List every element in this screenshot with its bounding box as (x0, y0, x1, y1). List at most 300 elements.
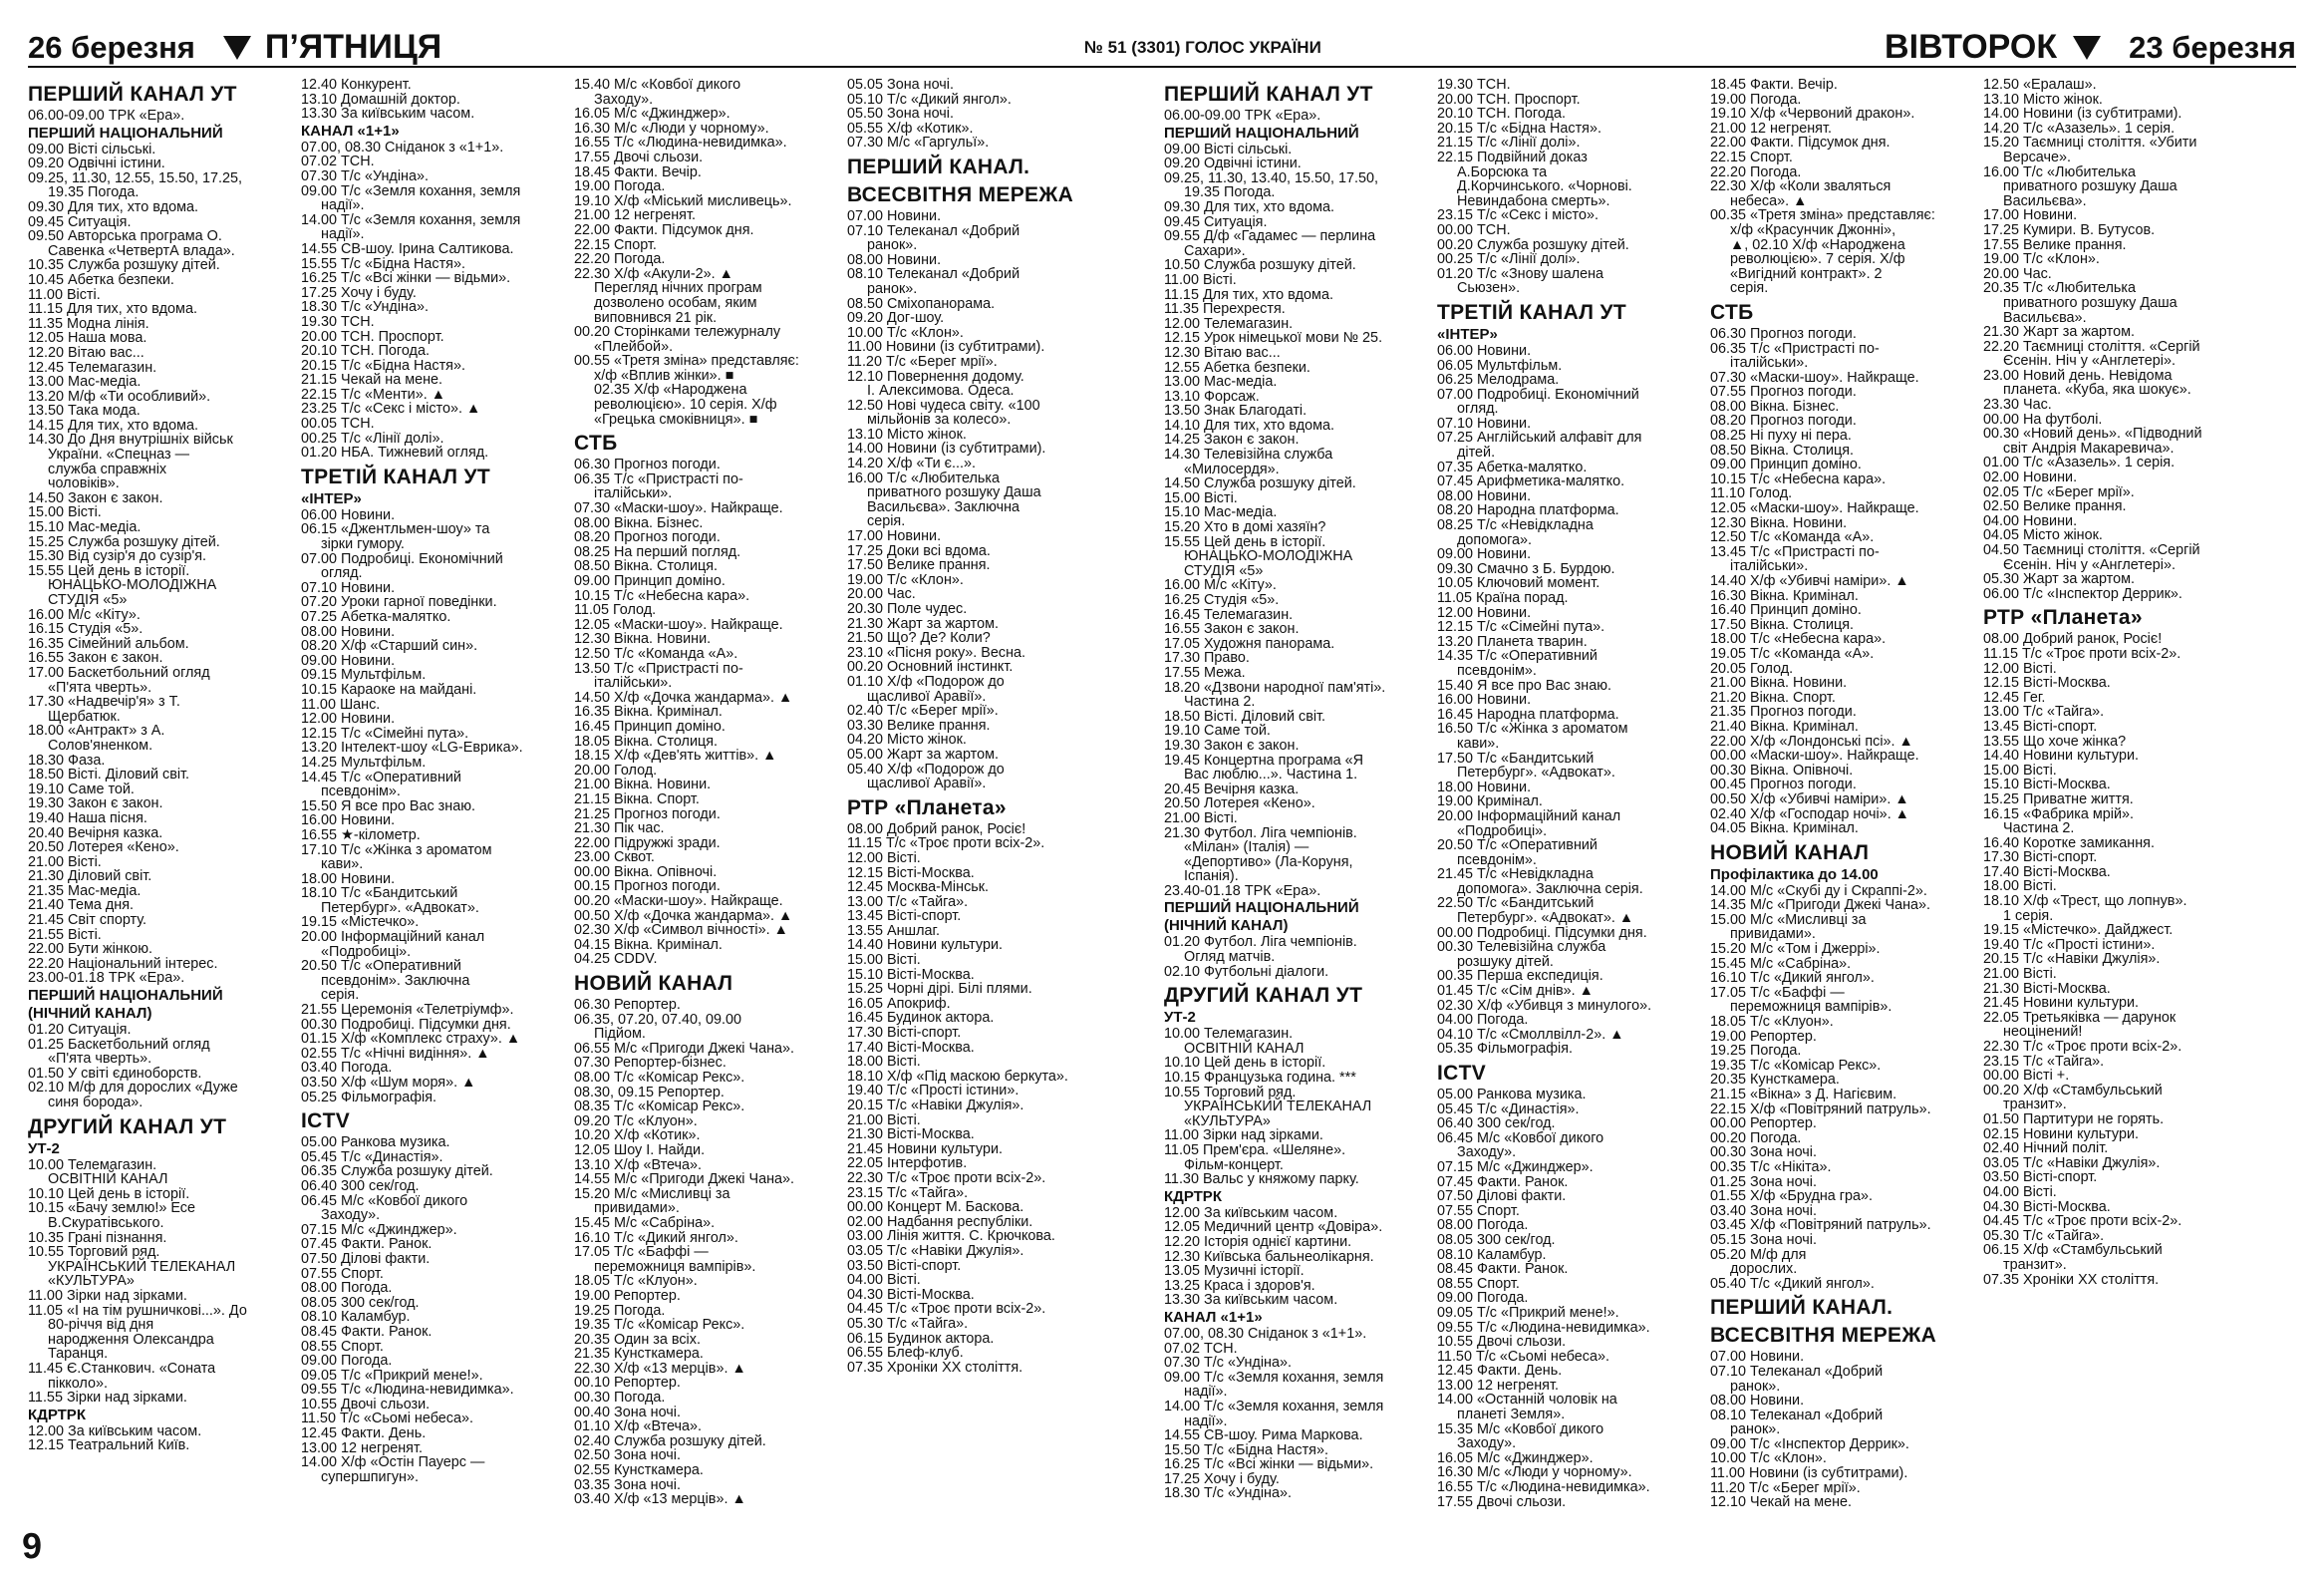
program-line: 03.45 Х/ф «Повітряний патруль». (1710, 1217, 1931, 1234)
program-line: 03.35 Зона ночі. (574, 1476, 681, 1493)
page-header (28, 22, 2296, 68)
channel-subheading: ПЕРШИЙ НАЦІОНАЛЬНИЙ (28, 124, 223, 142)
program-line: 12.05 Шоу І. Найди. (574, 1141, 706, 1158)
program-line: 17.25 Доки всі вдома. (847, 542, 991, 559)
program-line: 19.30 Закон є закон. (28, 795, 163, 812)
program-line: 22.20 Таємниці століття. «Сергій (1983, 338, 2200, 355)
program-line-continued: Заходу». (1457, 1144, 1517, 1161)
program-line: 07.55 Спорт. (301, 1265, 384, 1282)
program-line: 00.05 ТСН. (301, 416, 375, 433)
program-line: 16.25 Студія «5». (1164, 592, 1280, 608)
program-line: 09.05 Т/с «Прикрий мене!». (1437, 1304, 1619, 1321)
program-line: 00.35 Перша експедиція. (1437, 968, 1603, 985)
program-line: 00.20 «Маски-шоу». Найкраще. (574, 893, 783, 910)
program-line-continued: італійськи». (1730, 558, 1809, 575)
program-line: 08.50 Вікна. Столиця. (574, 558, 719, 575)
program-line-continued: переможниця вампірів». (594, 1258, 756, 1275)
program-line: 17.30 Право. (1164, 650, 1250, 667)
program-line-continued: УКРАЇНСЬКИЙ ТЕЛЕКАНАЛ (48, 1258, 236, 1275)
program-line: 06.40 300 сек/год. (301, 1177, 420, 1194)
program-line: 01.15 Х/ф «Комплекс страху». ▲ (301, 1031, 521, 1048)
program-line: 00.00 ТСН. (1437, 221, 1511, 238)
program-line: 01.20 НБА. Тижневий огляд. (301, 445, 489, 462)
program-line: 18.50 Вісті. Діловий світ. (1164, 708, 1326, 725)
program-line: 20.15 Т/с «Навіки Джулія». (1983, 951, 2161, 968)
program-line: 09.50 Авторська програма О. (28, 228, 222, 245)
channel-heading: ВСЕСВІТНЯ МЕРЕЖА (1710, 1324, 1937, 1348)
program-line: 18.45 Факти. Вечір. (1710, 78, 1838, 93)
program-line: 18.30 Фаза. (28, 752, 106, 769)
program-line-continued: приватного розшуку Даша (867, 484, 1041, 501)
program-column (574, 78, 847, 1553)
program-line-continued: Перегляд нічних програм (594, 280, 762, 297)
program-line: 05.45 Т/с «Династія». (1437, 1100, 1580, 1117)
channel-subheading: «ІНТЕР» (301, 489, 362, 507)
program-line: 12.00 Вісті. (1983, 660, 2057, 677)
program-line: 13.50 Така мода. (28, 403, 141, 420)
program-line-continued: Д.Корчинського. «Чорнові. (1457, 178, 1632, 195)
program-line: 11.55 Зірки над зірками. (28, 1390, 187, 1407)
program-line: 11.00 Новини (із субтитрами). (847, 339, 1045, 356)
program-line: 02.10 М/ф для дорослих «Дуже (28, 1080, 238, 1097)
program-column (28, 78, 301, 1553)
program-line: 01.45 Т/с «Сім днів». ▲ (1437, 983, 1594, 1000)
program-line-continued: щасливої Аравії». (867, 776, 987, 792)
program-line: 20.00 Голод. (574, 762, 658, 779)
program-line: 15.10 Мас-медіа. (1164, 504, 1278, 521)
program-line: 12.05 «Маски-шоу». Найкраще. (574, 616, 783, 633)
program-line: 19.45 Концертна програма «Я (1164, 752, 1364, 769)
program-line: 20.15 Т/с «Бідна Настя». (301, 357, 465, 374)
program-line: 00.00 Вісті +. (1983, 1068, 2070, 1085)
program-line: 21.50 Що? Де? Коли? (847, 630, 991, 647)
program-line: 16.35 Вікна. Кримінал. (574, 704, 723, 721)
program-line: 10.00 Телемагазин. (28, 1156, 157, 1173)
program-line: 21.00 Вісті. (1164, 809, 1238, 826)
program-column (1983, 78, 2256, 1553)
program-line: 05.00 Ранкова музика. (1437, 1087, 1587, 1102)
program-line: 05.50 Зона ночі. (847, 106, 954, 123)
program-line: 09.20 Одвічні істини. (1164, 156, 1302, 172)
program-line-continued: кави». (1457, 735, 1500, 752)
program-line: 20.50 Т/с «Оперативний (301, 958, 461, 975)
program-line-continued: італійськи». (594, 485, 673, 502)
program-line: 10.00 Т/с «Клон». (1710, 1450, 1827, 1467)
program-line: 10.10 Цей день в історії. (1164, 1055, 1326, 1072)
program-line: 08.00 Т/с «Комісар Рекс». (574, 1070, 745, 1086)
program-line: 09.30 Для тих, хто вдома. (28, 198, 199, 215)
program-line: 10.00 Т/с «Клон». (847, 324, 964, 341)
program-line: 21.30 Вісті-Москва. (847, 1126, 975, 1143)
program-line-continued: «П'ята чверть». (48, 1051, 152, 1068)
program-line: 11.50 Т/с «Сьомі небеса». (301, 1411, 473, 1427)
program-line: 14.35 М/с «Пригоди Джекі Чана». (1710, 897, 1931, 914)
channel-subheading: ПЕРШИЙ НАЦІОНАЛЬНИЙ (1164, 899, 1359, 917)
program-line: 08.00 Вікна. Бізнес. (1710, 398, 1840, 415)
program-line: 16.55 Закон є закон. (28, 650, 163, 667)
program-line-continued: 1 серія. (2003, 907, 2054, 924)
program-line: 06.05 Мультфільм. (1437, 357, 1563, 374)
program-line: 17.25 Хочу і буду. (1164, 1470, 1280, 1487)
program-line: 01.10 Х/ф «Втеча». (574, 1418, 703, 1435)
left-date: 26 березня (28, 30, 195, 65)
program-line: 17.55 Двочі сльози. (574, 149, 704, 165)
program-line: 16.45 Принцип доміно. (574, 718, 726, 735)
program-line-continued: ОСВІТНІЙ КАНАЛ (1184, 1040, 1305, 1057)
program-line: 12.50 Т/с «Команда «А». (574, 645, 738, 662)
program-line: 06.35 Т/с «Пристрасті по- (574, 471, 743, 487)
channel-subheading: КДРТРК (28, 1406, 86, 1423)
program-line: 21.40 Тема дня. (28, 897, 135, 914)
program-line: 10.55 Двочі сльози. (1437, 1334, 1567, 1351)
program-line-continued: «Милосердя». (1184, 461, 1280, 477)
program-line: 16.00 Новини. (1437, 692, 1532, 709)
program-line: 07.25 Абетка-малятко. (301, 609, 451, 625)
program-line-continued: Огляд матчів. (1184, 949, 1276, 966)
program-line-continued: Версаче». (2003, 149, 2071, 165)
program-line: 11.15 Т/с «Троє проти всіх-2». (1983, 645, 2181, 662)
program-line-continued: Таранця. (48, 1346, 109, 1363)
channel-heading: СТБ (1710, 300, 1754, 324)
program-line: 14.00 Новини (із субтитрами). (1983, 106, 2182, 123)
program-line: 12.05 «Маски-шоу». Найкраще. (1710, 500, 1919, 517)
program-line: 00.50 Х/ф «Убивчі наміри». ▲ (1710, 790, 1909, 807)
program-line: 08.35 Т/с «Комісар Рекс». (574, 1099, 745, 1115)
program-line: 04.00 Погода. (1437, 1012, 1529, 1029)
program-line: 09.15 Мультфільм. (301, 667, 427, 684)
program-line: 17.05 Т/с «Баффі — (1710, 984, 1845, 1001)
program-line: 16.25 Т/с «Всі жінки — відьми». (301, 270, 511, 287)
program-line: 13.30 За київським часом. (301, 106, 475, 123)
program-line: 15.55 Цей день в історії. (28, 562, 190, 579)
channel-heading: ПЕРШИЙ КАНАЛ. (847, 155, 1030, 178)
program-line: 13.45 Т/с «Пристрасті по- (1710, 543, 1880, 560)
program-line: 07.20 Уроки гарної поведінки. (301, 594, 497, 611)
program-line: 09.00 Вісті сільські. (1164, 141, 1293, 157)
program-line: 07.30 М/с «Гаргульї». (847, 135, 990, 152)
program-line: 12.20 Історія однієї картини. (1164, 1233, 1352, 1250)
program-line: 21.35 Прогноз погоди. (1710, 704, 1857, 721)
program-line: 11.00 Зірки над зірками. (28, 1287, 187, 1304)
program-line: 07.45 Арифметика-малятко. (1437, 473, 1625, 490)
program-line: 08.55 Спорт. (1437, 1275, 1520, 1292)
program-line: 22.15 Спорт. (574, 236, 657, 253)
program-line: 18.00 Т/с «Небесна кара». (1710, 631, 1887, 648)
program-line: 12.05 Наша мова. (28, 330, 147, 347)
program-line: 13.00 Т/с «Тайга». (847, 893, 969, 910)
program-line: 02.55 Кунсткамера. (574, 1462, 704, 1479)
program-line: 23.30 Час. (1983, 397, 2052, 414)
program-line: 16.55 Закон є закон. (1164, 621, 1300, 638)
program-line: 21.55 Церемонія «Телетріумф». (301, 1002, 514, 1019)
program-line: 07.00 Новини. (847, 207, 942, 224)
program-line: 11.00 Вісті. (28, 286, 101, 303)
program-line: 11.30 Вальс у княжому парку. (1164, 1171, 1359, 1188)
program-line: 02.50 Велике прання. (1983, 498, 2127, 515)
program-line: 08.25 Ні пуху ні пера. (1710, 428, 1852, 445)
program-line: 02.15 Новини культури. (1983, 1125, 2140, 1142)
program-line: 10.45 Абетка безпеки. (28, 271, 174, 288)
program-line: 16.30 Вікна. Кримінал. (1710, 587, 1859, 604)
program-line-continued: Іспанія). (1184, 868, 1239, 885)
program-line: 17.05 Художня панорама. (1164, 635, 1335, 652)
program-line: 08.50 Сміхопанорама. (847, 295, 996, 312)
program-line: 19.25 Погода. (574, 1302, 666, 1319)
program-line: 12.05 Медичний центр «Довіра». (1164, 1219, 1383, 1236)
program-line: 22.30 Т/с «Троє проти всіх-2». (1983, 1039, 2182, 1055)
program-line: 06.00 Т/с «Інспектор Деррик». (1983, 585, 2182, 602)
program-line: 09.45 Ситуація. (1164, 213, 1268, 230)
program-line: 09.00 Т/с «Інспектор Деррик». (1710, 1435, 1909, 1452)
program-line: 12.45 Москва-Мінськ. (847, 879, 990, 896)
program-line: 04.05 Місто жінок. (1983, 527, 2103, 544)
program-line: 17.25 Хочу і буду. (301, 284, 417, 301)
program-line: 03.40 Зона ночі. (1710, 1202, 1817, 1219)
program-line: 21.15 Вікна. Спорт. (574, 790, 700, 807)
program-line: 06.35 Служба розшуку дітей. (301, 1163, 493, 1180)
program-line: 21.30 Жарт за жартом. (847, 615, 999, 632)
program-line: 11.10 Голод. (1710, 485, 1793, 502)
program-line: 16.30 М/с «Люди у чорному». (574, 120, 769, 137)
program-line-continued: Савенка «ЧетвертА влада». (48, 242, 235, 259)
program-line: 08.25 На перший погляд. (574, 543, 741, 560)
channel-subheading: ПЕРШИЙ НАЦІОНАЛЬНИЙ (1164, 124, 1359, 142)
program-line: 14.45 Т/с «Оперативний (301, 769, 461, 785)
program-line: 19.15 «Містечко». (301, 914, 420, 931)
program-line: 22.30 Х/ф «Коли зваляться (1710, 178, 1891, 195)
program-line: 16.45 Народна платформа. (1437, 706, 1619, 723)
program-line: 10.15 Т/с «Небесна кара». (1710, 471, 1887, 487)
program-line-continued: чоловіків». (48, 475, 120, 492)
program-line: 14.25 Мультфільм. (301, 754, 427, 771)
program-line: 13.00 Мас-медіа. (28, 374, 142, 391)
program-line: 17.00 Баскетбольний огляд (28, 664, 210, 681)
program-line: 19.30 ТСН. (1437, 78, 1511, 93)
program-line: 14.40 Новини культури. (1983, 748, 2140, 765)
program-line: 15.50 Т/с «Бідна Настя». (1164, 1441, 1328, 1458)
program-line-continued: розшуку дітей. (1457, 953, 1554, 970)
program-line-continued: мільйонів за колесо». (867, 412, 1012, 429)
program-line-continued: УКРАЇНСЬКИЙ ТЕЛЕКАНАЛ (1184, 1099, 1372, 1115)
program-line: 08.10 Каламбур. (301, 1309, 411, 1326)
program-line-continued: огляд. (321, 565, 363, 582)
program-line: 07.30 «Маски-шоу». Найкраще. (1710, 369, 1919, 386)
program-line: 08.25 Т/с «Невідкладна (1437, 517, 1594, 534)
program-line-continued: Солов'яненком. (48, 737, 153, 754)
program-line: 21.00 12 негренят. (1710, 120, 1832, 137)
program-line: 23.00 Новий день. Невідома (1983, 367, 2173, 384)
program-line: 23.15 Т/с «Секс і місто». (1437, 207, 1598, 224)
program-line: 07.50 Ділові факти. (301, 1250, 431, 1267)
program-line: 20.10 ТСН. Погода. (301, 343, 430, 360)
program-line-continued: х/ф «Красунчик Джонні», (1730, 221, 1896, 238)
program-line-continued: транзит». (2003, 1256, 2067, 1273)
program-line: 12.50 «Ералаш». (1983, 78, 2097, 93)
program-line: 03.50 Х/ф «Шум моря». ▲ (301, 1075, 476, 1091)
program-line: 20.40 Вечірня казка. (28, 824, 163, 841)
program-line: 07.30 Т/с «Ундіна». (1164, 1355, 1292, 1372)
program-line: 18.00 Вісті. (847, 1054, 921, 1071)
program-line: 19.05 Т/с «Команда «А». (1710, 645, 1875, 662)
program-line: 09.00 Т/с «Земля кохання, земля (301, 182, 521, 199)
program-line: 19.10 Х/ф «Червоний дракон». (1710, 106, 1915, 123)
program-line: 04.00 Новини. (1983, 512, 2078, 529)
program-line: 12.30 Вітаю вас... (1164, 344, 1281, 361)
program-line: 00.00 «Маски-шоу». Найкраще. (1710, 748, 1919, 765)
program-line: 00.15 Прогноз погоди. (574, 878, 721, 895)
program-line: 00.20 Х/ф «Стамбульський (1983, 1082, 2163, 1099)
program-line-continued: Єсенін. Ніч у «Англетері». (2003, 556, 2176, 573)
program-line: 16.40 Принцип доміно. (1710, 602, 1862, 619)
program-line: 21.35 Кунсткамера. (574, 1346, 704, 1363)
left-day: П’ЯТНИЦЯ (264, 28, 442, 66)
channel-subheading: (НІЧНИЙ КАНАЛ) (1164, 917, 1289, 935)
program-line: 08.00 Новини. (1710, 1393, 1805, 1410)
program-line: 07.00 Подробиці. Економічний (301, 550, 503, 567)
program-line: 06.30 Репортер. (574, 997, 681, 1014)
down-triangle-icon (223, 36, 251, 60)
program-line: 08.00 Вікна. Бізнес. (574, 514, 704, 531)
program-line: 11.05 Прем'єра. «Шеляне». (1164, 1142, 1346, 1158)
program-line: 02.10 Футбольні діалоги. (1164, 963, 1329, 980)
program-line: 03.30 Велике прання. (847, 717, 991, 734)
program-line: 00.20 Служба розшуку дітей. (1437, 236, 1629, 253)
tv-program-columns (28, 78, 2296, 1553)
program-line-continued: світ Андрія Макаревича». (2003, 440, 2175, 457)
program-line-continued: Васильєва». (2003, 309, 2087, 326)
program-line: 13.55 Що хоче жінка? (1983, 733, 2127, 750)
program-line: 00.30 Погода. (574, 1390, 666, 1407)
program-line: 03.00 Лінія життя. С. Крючкова. (847, 1228, 1055, 1245)
program-line: 13.00 12 негренят. (1437, 1377, 1559, 1394)
program-line-continued: дорослих. (1730, 1261, 1798, 1278)
program-line-continued: Єсенін. Ніч у «Англетері». (2003, 353, 2176, 370)
program-line: 21.30 Футбол. Ліга чемпіонів. (1164, 824, 1357, 841)
program-line: 09.00 Новини. (301, 652, 396, 669)
program-line-continued: ЮНАЦЬКО-МОЛОДІЖНА (48, 577, 217, 594)
program-line: 22.00 Факти. Підсумок дня. (1710, 135, 1890, 152)
program-line: 08.00 Новини. (1437, 487, 1532, 504)
program-line-continued: Заходу». (321, 1207, 381, 1224)
program-line: 08.55 Спорт. (301, 1338, 384, 1355)
program-line: 05.30 Жарт за жартом. (1983, 571, 2135, 588)
program-line-continued: України. «Спецназ — (48, 447, 189, 464)
program-line: 21.00 Вікна. Новини. (574, 777, 712, 793)
program-line: 16.15 Студія «5». (28, 621, 144, 638)
program-line: 07.10 Телеканал «Добрий (847, 222, 1020, 239)
program-line: 17.50 Велике прання. (847, 557, 991, 574)
program-line-continued: зірки гумору. (321, 536, 405, 553)
program-line: 19.35 Т/с «Комісар Рекс». (574, 1317, 745, 1334)
program-line: 06.30 Прогноз погоди. (574, 457, 721, 473)
program-line: 07.10 Новини. (301, 579, 396, 596)
program-line: 01.25 Зона ночі. (1710, 1173, 1817, 1190)
program-line: 16.35 Сімейний альбом. (28, 635, 189, 652)
program-line: 10.55 Торговий ряд. (28, 1244, 160, 1261)
program-line: 14.40 Новини культури. (847, 937, 1004, 954)
program-line: 15.20 М/с «Том і Джеррі». (1710, 941, 1881, 958)
program-line: 12.30 Вікна. Новини. (1710, 514, 1848, 531)
program-line: 16.30 М/с «Люди у чорному». (1437, 1464, 1632, 1481)
channel-subheading: ПЕРШИЙ НАЦІОНАЛЬНИЙ (28, 987, 223, 1005)
program-line: 09.20 Т/с «Клуон». (574, 1112, 698, 1129)
program-line: 22.30 Х/ф «Акули-2». ▲ (574, 265, 733, 282)
program-line: 01.20 Футбол. Ліга чемпіонів. (1164, 934, 1357, 951)
program-line: 07.35 Хроніки XX століття. (1983, 1271, 2160, 1288)
program-line: 13.20 Планета тварин. (1437, 633, 1588, 650)
program-line: 08.45 Факти. Ранок. (1437, 1261, 1569, 1278)
program-line: 10.35 Грані пізнання. (28, 1229, 167, 1246)
program-line: 09.20 Дог-шоу. (847, 310, 945, 327)
program-line: 09.00 Погода. (1437, 1290, 1529, 1307)
program-line: 14.55 М/с «Пригоди Джекі Чана». (574, 1171, 795, 1188)
program-line-continued: СТУДІЯ «5» (48, 592, 128, 608)
program-column (1710, 78, 1983, 1553)
program-line: 07.00 Новини. (1710, 1349, 1805, 1366)
program-line: 18.50 Вісті. Діловий світ. (28, 767, 190, 784)
program-column (1164, 78, 1437, 1553)
program-line: 09.00 Принцип доміно. (1710, 457, 1862, 473)
program-line: 09.00 Новини. (1437, 546, 1532, 563)
program-line: 03.50 Вісті-спорт. (1983, 1169, 2098, 1186)
program-line: 02.30 Х/ф «Убивця з минулого». (1437, 997, 1652, 1014)
program-line: 17.50 Вікна. Столиця. (1710, 616, 1855, 633)
program-line-continued: «КУЛЬТУРА» (48, 1273, 135, 1290)
program-line: 06.15 «Джентльмен-шоу» та (301, 521, 490, 538)
program-line: 14.35 Т/с «Оперативний (1437, 648, 1598, 665)
program-line-continued: х/ф «Вплив жінки». ■ (594, 367, 734, 384)
program-line-continued: «П'ята чверть». (48, 679, 152, 696)
program-line: 21.00 Вісті. (1983, 966, 2057, 983)
program-line: 07.45 Факти. Ранок. (1437, 1173, 1569, 1190)
program-line: 00.30 Подробиці. Підсумки дня. (301, 1016, 511, 1033)
program-line: 18.05 Т/с «Клуон». (1710, 1014, 1834, 1031)
program-line-continued: дозволено особам, яким (594, 294, 757, 311)
channel-heading: ICTV (301, 1109, 351, 1133)
program-line-continued: 19.35 Погода. (48, 184, 140, 201)
program-line: 00.55 «Третя зміна» представляє: (574, 353, 799, 370)
program-line-continued: ▲, 02.10 Х/ф «Народжена (1730, 236, 1905, 253)
program-line: 12.15 Т/с «Сімейні пута». (301, 725, 469, 742)
program-line: 05.45 Т/с «Династія». (301, 1148, 443, 1165)
program-line: 17.55 Двочі сльози. (1437, 1493, 1567, 1510)
program-line: 08.10 Телеканал «Добрий (1710, 1407, 1884, 1423)
program-line: 22.30 Х/ф «13 мерців». ▲ (574, 1360, 746, 1377)
program-line: 12.40 Конкурент. (301, 78, 412, 93)
program-line: 13.20 М/ф «Ти особливий». (28, 388, 211, 405)
program-line: 05.15 Зона ночі. (1710, 1231, 1817, 1248)
program-line-continued: СТУДІЯ «5» (1184, 562, 1264, 579)
program-line: 09.00 Т/с «Земля кохання, земля (1164, 1369, 1384, 1386)
program-line-continued: надії». (1184, 1384, 1228, 1401)
program-line-continued: Частина 2. (2003, 820, 2075, 837)
program-line: 12.50 Нові чудеса світу. «100 (847, 397, 1040, 414)
program-line: 08.00 Погода. (1437, 1217, 1529, 1234)
program-line: 13.10 Домашній доктор. (301, 91, 460, 108)
program-line-continued: привидами». (1730, 926, 1816, 943)
program-line: 11.05 Країна порад. (1437, 590, 1569, 606)
program-line: 12.20 Вітаю вас... (28, 344, 145, 361)
program-line: 07.10 Телеканал «Добрий (1710, 1363, 1884, 1380)
program-line-continued: ранок». (867, 237, 918, 254)
program-line: 06.00 Новини. (1437, 342, 1532, 359)
program-line: 19.30 ТСН. (301, 313, 375, 330)
channel-heading: РТР «Планета» (847, 795, 1007, 819)
program-line: 13.10 Місто жінок. (1983, 91, 2103, 108)
program-line: 14.50 Х/ф «Дочка жандарма». ▲ (574, 689, 793, 706)
program-line: 07.55 Прогноз погоди. (1710, 384, 1857, 401)
program-line-continued: пікколо». (48, 1375, 108, 1392)
